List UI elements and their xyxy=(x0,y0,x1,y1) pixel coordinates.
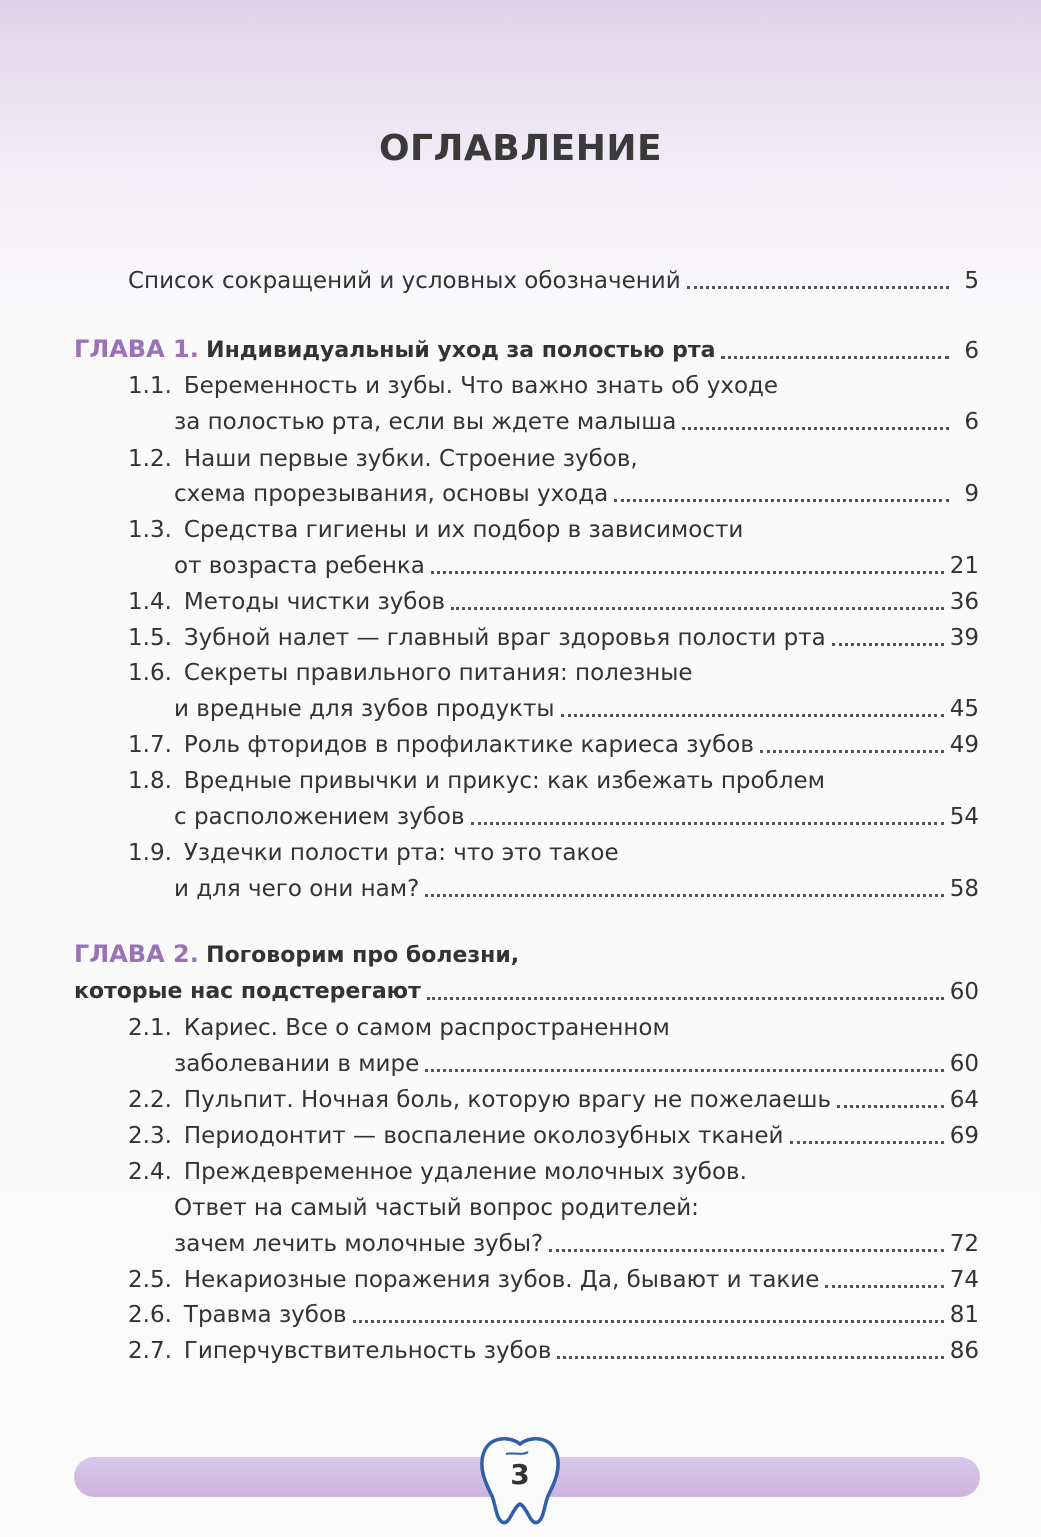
toc-section-2-4-cont[interactable] xyxy=(174,1190,979,1226)
section-number: 1.4. xyxy=(128,589,172,615)
toc-section-1-2-cont[interactable] xyxy=(174,476,979,512)
section-number: 1.7. xyxy=(128,732,172,758)
section-title: зачем лечить молочные зубы? xyxy=(174,1231,544,1257)
chapter-title: Индивидуальный уход за полостью рта xyxy=(206,338,716,363)
section-number: 1.8. xyxy=(128,768,172,794)
toc-page-number: 6 xyxy=(964,338,979,364)
toc-section-1-2[interactable] xyxy=(128,441,979,477)
toc-page-number: 49 xyxy=(949,732,979,758)
toc-page-number: 64 xyxy=(949,1087,979,1113)
section-title: Пульпит. Ночная боль, которую врагу не пожелаешь xyxy=(183,1087,832,1113)
toc-page-number: 9 xyxy=(964,481,979,507)
section-title: с расположением зубов xyxy=(174,804,465,830)
toc-page-number: 60 xyxy=(949,1051,979,1077)
section-number: 1.5. xyxy=(128,625,172,651)
chapter-title: которые нас подстерегают xyxy=(74,979,421,1004)
toc-section-1-8-cont[interactable] xyxy=(174,799,979,835)
toc-section-2-6[interactable] xyxy=(128,1297,979,1333)
toc-section-1-7[interactable] xyxy=(128,727,979,763)
toc-page-number: 69 xyxy=(949,1123,979,1149)
section-title: Кариес. Все о самом распространенном xyxy=(183,1015,670,1041)
toc-entry-title: Список сокращений и условных обозначений xyxy=(128,268,681,294)
toc-section-2-1-cont[interactable] xyxy=(174,1046,979,1082)
section-title: Зубной налет — главный враг здоровья полости рта xyxy=(183,625,826,651)
dot-leader xyxy=(427,997,944,1000)
section-title: Некариозные поражения зубов. Да, бывают и такие xyxy=(183,1267,820,1293)
section-number: 2.4. xyxy=(128,1159,172,1185)
section-title: Ответ на самый частый вопрос родителей: xyxy=(174,1195,699,1221)
section-number: 2.5. xyxy=(128,1267,172,1293)
section-number: 1.3. xyxy=(128,517,172,543)
toc-page-number: 45 xyxy=(949,696,979,722)
toc-section-2-4[interactable] xyxy=(128,1154,979,1190)
section-number: 2.6. xyxy=(128,1302,172,1328)
dot-leader xyxy=(451,607,944,610)
section-title: Гиперчувствительность зубов xyxy=(183,1338,552,1364)
dot-leader xyxy=(557,1356,943,1359)
toc-page-number: 36 xyxy=(949,589,979,615)
dot-leader xyxy=(790,1141,944,1144)
section-title: Уздечки полости рта: что это такое xyxy=(183,840,619,866)
toc-section-1-4[interactable] xyxy=(128,584,979,620)
section-number: 1.9. xyxy=(128,840,172,866)
chapter-label: ГЛАВА 2. xyxy=(74,940,199,968)
toc-section-1-3-cont[interactable] xyxy=(174,548,979,584)
toc-section-1-8[interactable] xyxy=(128,763,979,799)
section-number: 2.2. xyxy=(128,1087,172,1113)
toc-page-number: 54 xyxy=(949,804,979,830)
toc-page-number: 72 xyxy=(949,1231,979,1257)
dot-leader xyxy=(837,1105,944,1108)
toc-section-2-7[interactable] xyxy=(128,1333,979,1369)
section-title: Периодонтит — воспаление околозубных тканей xyxy=(183,1123,784,1149)
section-number: 2.1. xyxy=(128,1015,172,1041)
section-number: 2.7. xyxy=(128,1338,172,1364)
toc-page-number: 39 xyxy=(949,625,979,651)
dot-leader xyxy=(353,1320,944,1323)
section-number: 1.1. xyxy=(128,373,172,399)
section-title: Методы чистки зубов xyxy=(183,589,446,615)
section-title: Роль фторидов в профилактике кариеса зубов xyxy=(183,732,754,758)
section-title: и для чего они нам? xyxy=(174,876,420,902)
chapter-title: Поговорим про болезни, xyxy=(206,943,520,968)
toc-page-number: 81 xyxy=(949,1302,979,1328)
section-title: схема прорезывания, основы ухода xyxy=(174,481,609,507)
section-title: Беременность и зубы. Что важно знать об уходе xyxy=(183,373,779,399)
page-number: 3 xyxy=(510,1458,530,1491)
section-title: заболевании в мире xyxy=(174,1051,420,1077)
dot-leader xyxy=(431,571,944,574)
section-title: Наши первые зубки. Строение зубов, xyxy=(183,446,638,472)
toc-entry-abbreviations[interactable] xyxy=(128,263,979,299)
dot-leader xyxy=(549,1249,944,1252)
toc-page-number: 86 xyxy=(949,1338,979,1364)
dot-leader xyxy=(561,714,944,717)
toc-chapter-1[interactable] xyxy=(74,333,979,369)
toc-section-1-1-cont[interactable] xyxy=(174,404,979,440)
section-number: 1.6. xyxy=(128,660,172,686)
section-title: Преждевременное удаление молочных зубов. xyxy=(183,1159,747,1185)
dot-leader xyxy=(687,286,949,289)
section-title: от возраста ребенка xyxy=(174,553,425,579)
dot-leader xyxy=(832,643,944,646)
toc-section-2-1[interactable] xyxy=(128,1010,979,1046)
toc-chapter-2[interactable] xyxy=(74,938,979,974)
section-title: Секреты правильного питания: полезные xyxy=(183,660,693,686)
section-title: и вредные для зубов продукты xyxy=(174,696,555,722)
section-number: 2.3. xyxy=(128,1123,172,1149)
toc-page-number: 58 xyxy=(949,876,979,902)
dot-leader xyxy=(682,427,949,430)
section-number: 1.2. xyxy=(128,446,172,472)
toc-section-2-3[interactable] xyxy=(128,1118,979,1154)
toc-section-2-4-cont2[interactable] xyxy=(174,1226,979,1262)
toc-page-number: 60 xyxy=(949,979,979,1005)
toc-page-number: 21 xyxy=(949,553,979,579)
dot-leader xyxy=(614,499,949,502)
toc-chapter-2-cont[interactable] xyxy=(74,974,979,1010)
toc-section-2-2[interactable] xyxy=(128,1082,979,1118)
dot-leader xyxy=(721,356,949,359)
dot-leader xyxy=(425,894,943,897)
section-title: Вредные привычки и прикус: как избежать проблем xyxy=(183,768,825,794)
section-title: за полостью рта, если вы ждете малыша xyxy=(174,409,677,435)
section-title: Травма зубов xyxy=(183,1302,347,1328)
toc-section-1-9-cont[interactable] xyxy=(174,871,979,907)
toc-section-1-3[interactable] xyxy=(128,512,979,548)
toc-page-number: 74 xyxy=(949,1267,979,1293)
dot-leader xyxy=(760,750,944,753)
dot-leader xyxy=(471,822,944,825)
toc-section-1-9[interactable] xyxy=(128,835,979,871)
toc-section-1-5[interactable] xyxy=(128,620,979,656)
toc-page-number: 6 xyxy=(964,409,979,435)
section-title: Средства гигиены и их подбор в зависимости xyxy=(183,517,744,543)
toc-section-1-6[interactable] xyxy=(128,655,979,691)
dot-leader xyxy=(825,1285,943,1288)
chapter-label: ГЛАВА 1. xyxy=(74,335,199,363)
toc-page-number: 5 xyxy=(964,268,979,294)
toc-section-2-5[interactable] xyxy=(128,1262,979,1298)
page-title: ОГЛАВЛЕНИЕ xyxy=(378,128,663,169)
toc-section-1-1[interactable] xyxy=(128,368,979,404)
dot-leader xyxy=(425,1069,943,1072)
toc-section-1-6-cont[interactable] xyxy=(174,691,979,727)
